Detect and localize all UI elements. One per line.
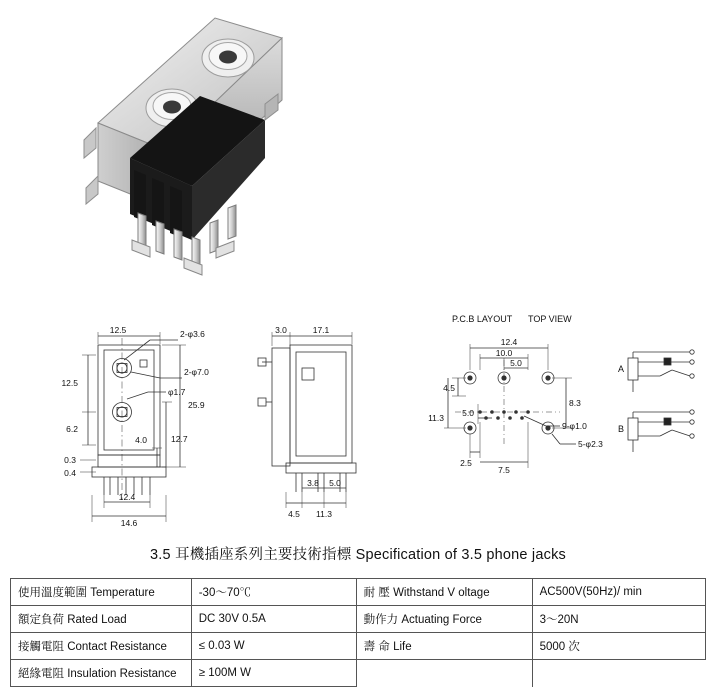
section-caption: 3.5 耳機插座系列主要技術指標 Specification of 3.5 phone jacks <box>150 547 566 563</box>
dim-front-phi1-7: φ1.7 <box>168 387 186 397</box>
spec-empty-cell-value <box>532 660 705 687</box>
pcb-layout-view: TOP VIEW <box>528 314 572 324</box>
table-row <box>11 660 706 687</box>
table-row <box>11 633 706 660</box>
dim-front-25-9: 25.9 <box>188 400 205 410</box>
spec-label-insulation-resistance: 絕緣電阻 Insulation Resistance <box>11 660 192 687</box>
dim-front-12-5-left: 12.5 <box>61 378 78 388</box>
dim-pcb-11-3: 11.3 <box>428 413 444 423</box>
pcb-layout-title: P.C.B LAYOUT <box>452 314 513 324</box>
spec-label-withstand-voltage: 耐 壓 Withstand V oltage <box>356 579 532 606</box>
dim-front-6-2: 6.2 <box>66 424 78 434</box>
dim-front-2-phi3-6: 2-φ3.6 <box>180 329 205 339</box>
dim-pcb-4-5: 4.5 <box>443 383 455 393</box>
schematic-label-b: B <box>618 424 625 434</box>
dim-front-2-phi7-0: 2-φ7.0 <box>184 367 209 377</box>
dim-front-12-4: 12.4 <box>118 492 136 502</box>
technical-drawings <box>0 300 716 530</box>
dim-pcb-5-phi2-3: 5-φ2.3 <box>578 439 603 449</box>
spec-value-contact-resistance: ≤ 0.03 W <box>191 633 356 660</box>
dim-pcb-5-0-top: 5.0 <box>510 358 522 368</box>
dim-front-12-7: 12.7 <box>171 434 188 444</box>
dim-side-4-5: 4.5 <box>288 509 300 519</box>
product-photo <box>60 8 340 288</box>
dim-side-5-0: 5.0 <box>329 478 341 488</box>
spec-value-insulation-resistance: ≥ 100M W <box>191 660 356 687</box>
dim-side-17-1: 17.1 <box>312 325 330 335</box>
spec-label-actuating-force: 動作力 Actuating Force <box>356 606 532 633</box>
spec-value-temperature: -30～70℃ <box>191 579 356 606</box>
dim-front-0-3: 0.3 <box>64 455 76 465</box>
schematic-label-a: A <box>618 364 625 374</box>
spec-label-temperature: 使用溫度範圍 Temperature <box>11 579 192 606</box>
dim-front-0-4: 0.4 <box>64 468 76 478</box>
spec-empty-cell-label <box>356 660 532 687</box>
spec-label-rated-load: 額定負荷 Rated Load <box>11 606 192 633</box>
dim-pcb-5-0-left: 5.0 <box>462 408 474 418</box>
dim-front-12-5-top: 12.5 <box>109 325 127 335</box>
dim-front-4-0: 4.0 <box>135 435 147 445</box>
dim-front-14-6: 14.6 <box>120 518 138 528</box>
dim-pcb-7-5: 7.5 <box>498 465 510 475</box>
dim-pcb-2-5: 2.5 <box>460 458 472 468</box>
spec-value-withstand-voltage: AC500V(50Hz)/ min <box>532 579 705 606</box>
spec-value-life: 5000 次 <box>532 633 705 660</box>
jack-port-upper <box>202 39 254 77</box>
table-row <box>11 579 706 606</box>
spec-value-actuating-force: 3～20N <box>532 606 705 633</box>
dim-side-3-8: 3.8 <box>307 478 319 488</box>
dim-pcb-10-0: 10.0 <box>495 348 513 358</box>
dim-pcb-8-3: 8.3 <box>569 398 581 408</box>
dim-pcb-9-phi1-0: 9-φ1.0 <box>562 421 587 431</box>
schematic-drawing <box>628 350 694 452</box>
spec-value-rated-load: DC 30V 0.5A <box>191 606 356 633</box>
spec-label-contact-resistance: 接觸電阻 Contact Resistance <box>11 633 192 660</box>
dim-side-11-3: 11.3 <box>316 509 332 519</box>
specification-table <box>10 578 706 687</box>
spec-label-life: 壽 命 Life <box>356 633 532 660</box>
dim-pcb-12-4: 12.4 <box>500 337 518 347</box>
dim-side-3-0: 3.0 <box>275 325 287 335</box>
table-row <box>11 606 706 633</box>
